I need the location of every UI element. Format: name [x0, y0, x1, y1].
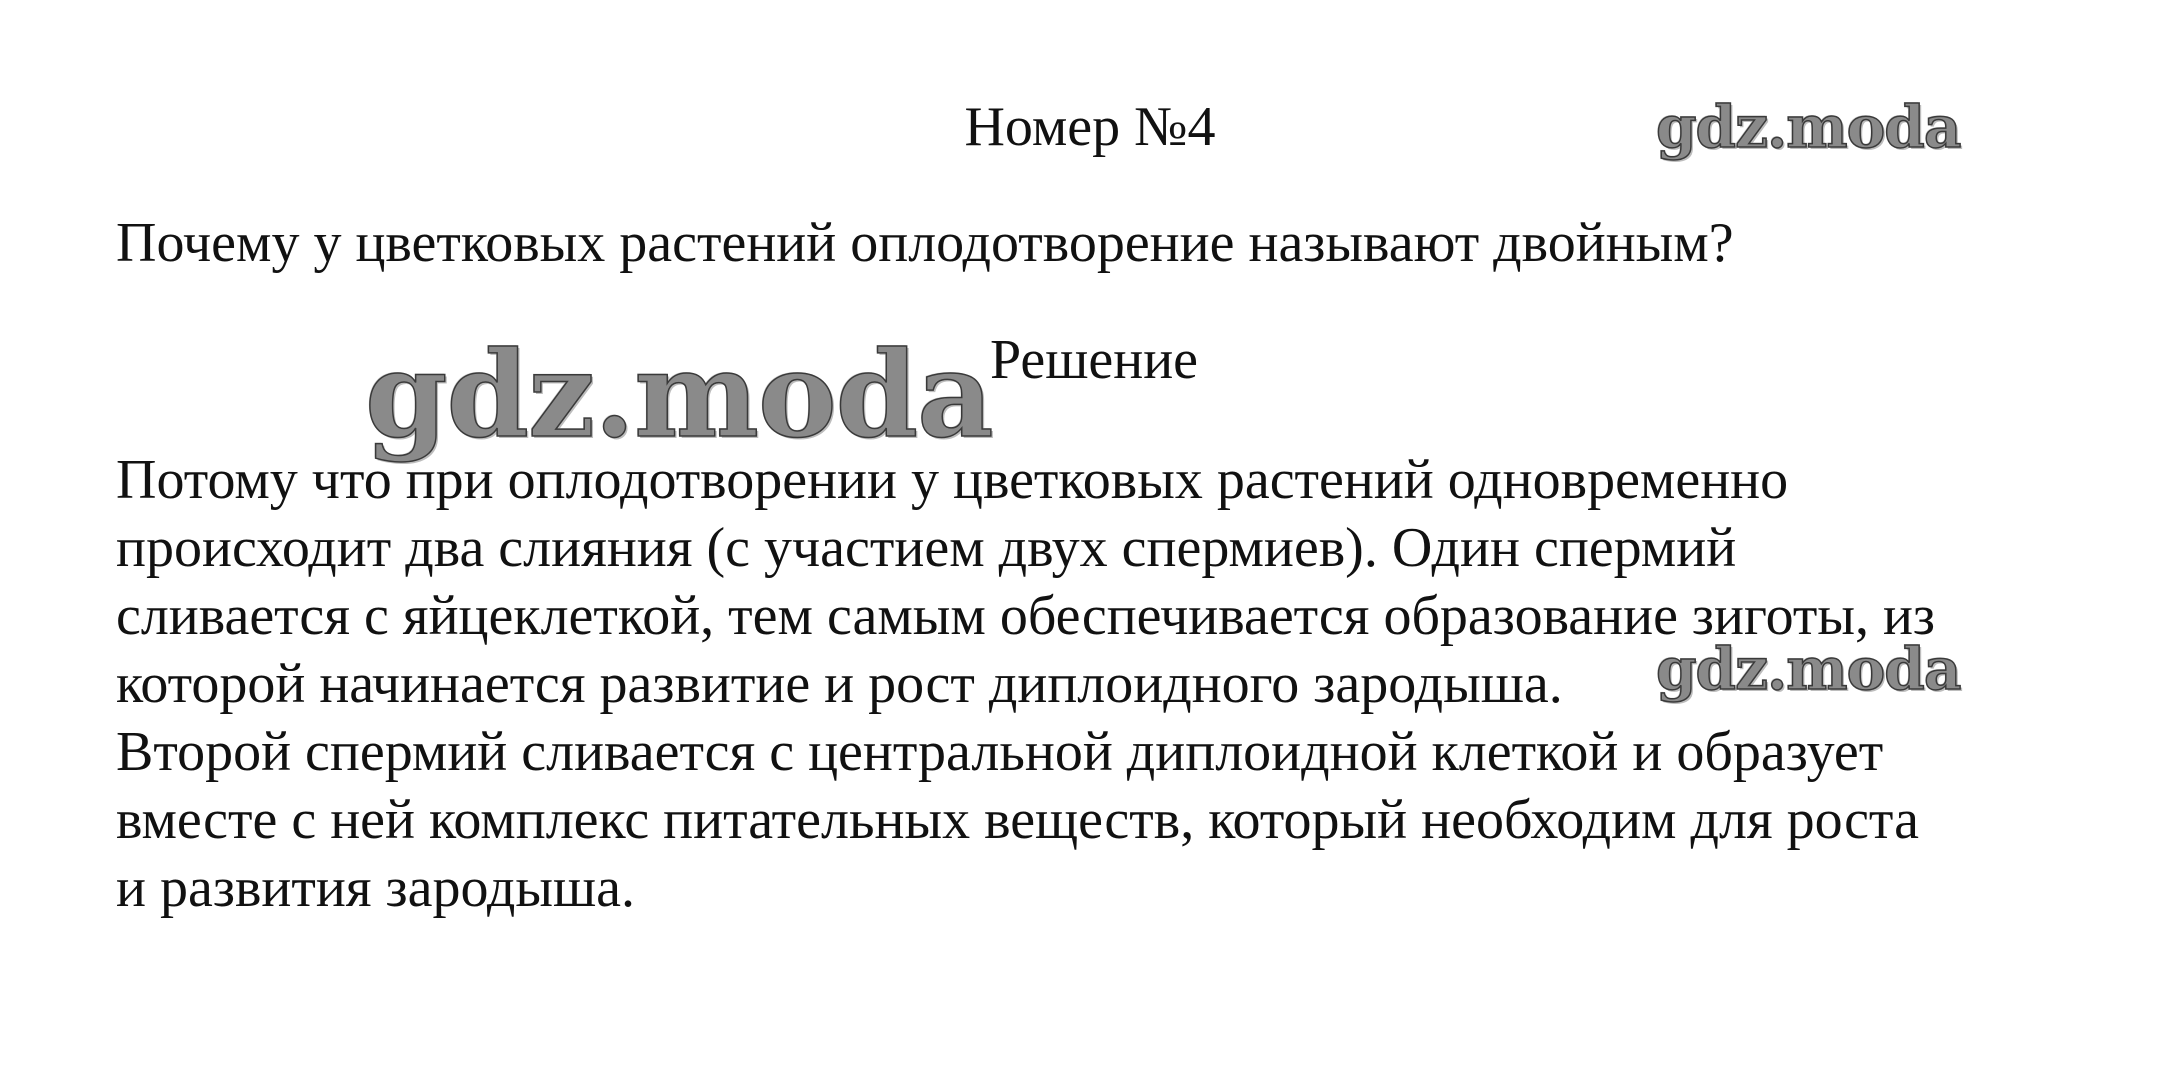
answer-line: сливается с яйцеклеткой, тем самым обеспечивается образование зиготы, из	[116, 585, 1936, 647]
answer-line: которой начинается развитие и рост диплоидного зародыша.	[116, 653, 1563, 715]
solution-heading: Решение	[990, 329, 1199, 391]
answer-line: вместе с ней комплекс питательных веществ, который необходим для роста	[116, 789, 1919, 851]
watermark-logo-middle: gdz.moda	[365, 325, 993, 464]
answer-line: Потому что при оплодотворении у цветковых растений одновременно	[116, 449, 1789, 511]
watermark-logo-lower: gdz.moda	[1656, 635, 1961, 703]
watermark-logo-top: gdz.moda	[1656, 93, 1961, 161]
question-text: Почему у цветковых растений оплодотворение называют двойным?	[116, 212, 1734, 274]
answer-line: происходит два слияния (с участием двух спермиев). Один спермий	[116, 517, 1737, 579]
answer-line: Второй спермий сливается с центральной диплоидной клеткой и образует	[116, 721, 1884, 783]
answer-line: и развития зародыша.	[116, 857, 636, 919]
page-title: Номер №4	[964, 96, 1216, 158]
